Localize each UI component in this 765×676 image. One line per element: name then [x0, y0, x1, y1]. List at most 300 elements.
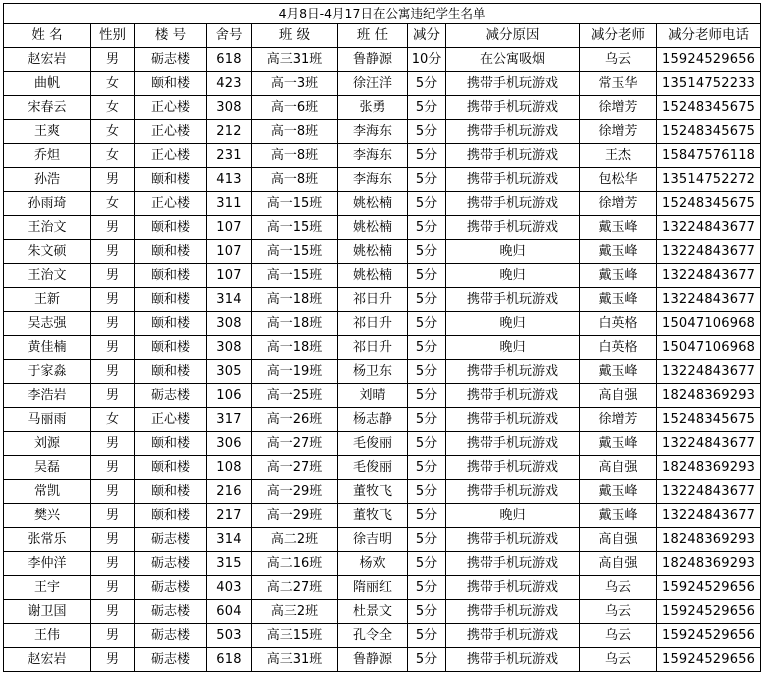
- cell-reason[interactable]: 携带手机玩游戏: [446, 576, 580, 600]
- cell-deducting-teacher[interactable]: 王杰: [580, 144, 657, 168]
- table-row: [4, 144, 761, 168]
- cell-building[interactable]: 砺志楼: [135, 48, 207, 72]
- cell-name[interactable]: 王爽: [4, 120, 91, 144]
- cell-phone[interactable]: 15248345675: [657, 192, 761, 216]
- cell-deduction[interactable]: 5分: [408, 600, 446, 624]
- cell-reason[interactable]: 携带手机玩游戏: [446, 360, 580, 384]
- cell-head-teacher[interactable]: 姚松楠: [338, 192, 408, 216]
- cell-room[interactable]: 107: [207, 264, 252, 288]
- cell-reason[interactable]: 晚归: [446, 264, 580, 288]
- table-row: [4, 648, 761, 672]
- cell-phone[interactable]: 13224843677: [657, 504, 761, 528]
- cell-name[interactable]: 曲帆: [4, 72, 91, 96]
- cell-head-teacher[interactable]: 徐汪洋: [338, 72, 408, 96]
- cell-room[interactable]: 423: [207, 72, 252, 96]
- cell-building[interactable]: 正心楼: [135, 96, 207, 120]
- cell-deduction[interactable]: 5分: [408, 480, 446, 504]
- cell-building[interactable]: 颐和楼: [135, 240, 207, 264]
- cell-name[interactable]: 孙雨琦: [4, 192, 91, 216]
- cell-building[interactable]: 砺志楼: [135, 384, 207, 408]
- cell-deducting-teacher[interactable]: 戴玉峰: [580, 240, 657, 264]
- cell-deduction[interactable]: 5分: [408, 408, 446, 432]
- cell-head-teacher[interactable]: 孔令全: [338, 624, 408, 648]
- cell-reason[interactable]: 携带手机玩游戏: [446, 408, 580, 432]
- cell-class[interactable]: 高一29班: [252, 480, 338, 504]
- cell-room[interactable]: 315: [207, 552, 252, 576]
- cell-room[interactable]: 212: [207, 120, 252, 144]
- header-room[interactable]: 舍号: [207, 24, 252, 48]
- cell-deduction[interactable]: 5分: [408, 216, 446, 240]
- cell-building[interactable]: 颐和楼: [135, 288, 207, 312]
- cell-phone[interactable]: 18248369293: [657, 528, 761, 552]
- cell-phone[interactable]: 13224843677: [657, 360, 761, 384]
- cell-reason[interactable]: 在公寓吸烟: [446, 48, 580, 72]
- cell-deduction[interactable]: 5分: [408, 96, 446, 120]
- cell-reason[interactable]: 携带手机玩游戏: [446, 72, 580, 96]
- cell-class[interactable]: 高二16班: [252, 552, 338, 576]
- cell-deducting-teacher[interactable]: 戴玉峰: [580, 480, 657, 504]
- cell-gender[interactable]: 男: [91, 432, 135, 456]
- cell-class[interactable]: 高一18班: [252, 336, 338, 360]
- cell-name[interactable]: 赵宏岩: [4, 648, 91, 672]
- header-row: [4, 24, 761, 48]
- cell-phone[interactable]: 13224843677: [657, 480, 761, 504]
- cell-building[interactable]: 颐和楼: [135, 264, 207, 288]
- cell-deducting-teacher[interactable]: 徐增芳: [580, 120, 657, 144]
- cell-room[interactable]: 107: [207, 216, 252, 240]
- table-row: [4, 408, 761, 432]
- cell-class[interactable]: 高一8班: [252, 144, 338, 168]
- cell-class[interactable]: 高一15班: [252, 240, 338, 264]
- cell-class[interactable]: 高一6班: [252, 96, 338, 120]
- cell-reason[interactable]: 携带手机玩游戏: [446, 480, 580, 504]
- cell-deducting-teacher[interactable]: 高自强: [580, 456, 657, 480]
- cell-deducting-teacher[interactable]: 包松华: [580, 168, 657, 192]
- header-deduction[interactable]: 减分: [408, 24, 446, 48]
- cell-gender[interactable]: 男: [91, 216, 135, 240]
- cell-gender[interactable]: 男: [91, 624, 135, 648]
- table-row: [4, 600, 761, 624]
- cell-reason[interactable]: 携带手机玩游戏: [446, 552, 580, 576]
- table-row: [4, 384, 761, 408]
- cell-deduction[interactable]: 5分: [408, 264, 446, 288]
- cell-building[interactable]: 颐和楼: [135, 168, 207, 192]
- cell-building[interactable]: 颐和楼: [135, 72, 207, 96]
- cell-building[interactable]: 颐和楼: [135, 336, 207, 360]
- cell-gender[interactable]: 男: [91, 48, 135, 72]
- cell-building[interactable]: 正心楼: [135, 408, 207, 432]
- cell-name[interactable]: 于家淼: [4, 360, 91, 384]
- cell-gender[interactable]: 男: [91, 336, 135, 360]
- cell-reason[interactable]: 携带手机玩游戏: [446, 192, 580, 216]
- cell-head-teacher[interactable]: 杨卫东: [338, 360, 408, 384]
- cell-building[interactable]: 正心楼: [135, 192, 207, 216]
- table-row: [4, 528, 761, 552]
- cell-name[interactable]: 张常乐: [4, 528, 91, 552]
- cell-gender[interactable]: 男: [91, 312, 135, 336]
- table-row: [4, 168, 761, 192]
- table-row: [4, 264, 761, 288]
- cell-deduction[interactable]: 5分: [408, 72, 446, 96]
- cell-deducting-teacher[interactable]: 乌云: [580, 624, 657, 648]
- table-title[interactable]: 4月8日-4月17日在公寓违纪学生名单: [4, 4, 761, 24]
- table-row: [4, 120, 761, 144]
- cell-deduction[interactable]: 5分: [408, 240, 446, 264]
- cell-head-teacher[interactable]: 董牧飞: [338, 480, 408, 504]
- cell-phone[interactable]: 18248369293: [657, 384, 761, 408]
- cell-deducting-teacher[interactable]: 徐增芳: [580, 408, 657, 432]
- cell-building[interactable]: 颐和楼: [135, 480, 207, 504]
- header-class[interactable]: 班 级: [252, 24, 338, 48]
- cell-head-teacher[interactable]: 杨欢: [338, 552, 408, 576]
- cell-deducting-teacher[interactable]: 白英格: [580, 312, 657, 336]
- cell-head-teacher[interactable]: 李海东: [338, 144, 408, 168]
- cell-deduction[interactable]: 5分: [408, 168, 446, 192]
- cell-name[interactable]: 王治文: [4, 216, 91, 240]
- cell-reason[interactable]: 携带手机玩游戏: [446, 600, 580, 624]
- cell-gender[interactable]: 男: [91, 528, 135, 552]
- cell-deducting-teacher[interactable]: 常玉华: [580, 72, 657, 96]
- cell-class[interactable]: 高一27班: [252, 432, 338, 456]
- cell-deducting-teacher[interactable]: 戴玉峰: [580, 504, 657, 528]
- cell-head-teacher[interactable]: 杜景文: [338, 600, 408, 624]
- cell-gender[interactable]: 女: [91, 144, 135, 168]
- table-row: [4, 216, 761, 240]
- cell-phone[interactable]: 15047106968: [657, 336, 761, 360]
- cell-name[interactable]: 王伟: [4, 624, 91, 648]
- cell-room[interactable]: 311: [207, 192, 252, 216]
- cell-gender[interactable]: 男: [91, 648, 135, 672]
- header-building[interactable]: 楼 号: [135, 24, 207, 48]
- cell-reason[interactable]: 携带手机玩游戏: [446, 216, 580, 240]
- cell-building[interactable]: 砺志楼: [135, 528, 207, 552]
- cell-reason[interactable]: 携带手机玩游戏: [446, 624, 580, 648]
- cell-room[interactable]: 314: [207, 528, 252, 552]
- cell-deducting-teacher[interactable]: 戴玉峰: [580, 288, 657, 312]
- cell-name[interactable]: 李仲洋: [4, 552, 91, 576]
- cell-reason[interactable]: 携带手机玩游戏: [446, 144, 580, 168]
- cell-name[interactable]: 樊兴: [4, 504, 91, 528]
- cell-class[interactable]: 高一8班: [252, 120, 338, 144]
- cell-deduction[interactable]: 10分: [408, 48, 446, 72]
- cell-deducting-teacher[interactable]: 高自强: [580, 528, 657, 552]
- cell-head-teacher[interactable]: 姚松楠: [338, 240, 408, 264]
- cell-gender[interactable]: 女: [91, 96, 135, 120]
- cell-building[interactable]: 正心楼: [135, 120, 207, 144]
- cell-building[interactable]: 砺志楼: [135, 576, 207, 600]
- cell-phone[interactable]: 18248369293: [657, 552, 761, 576]
- cell-deducting-teacher[interactable]: 乌云: [580, 576, 657, 600]
- cell-name[interactable]: 乔炟: [4, 144, 91, 168]
- cell-class[interactable]: 高一26班: [252, 408, 338, 432]
- cell-phone[interactable]: 15248345675: [657, 96, 761, 120]
- cell-room[interactable]: 231: [207, 144, 252, 168]
- cell-building[interactable]: 砺志楼: [135, 624, 207, 648]
- cell-name[interactable]: 宋春云: [4, 96, 91, 120]
- cell-building[interactable]: 颐和楼: [135, 456, 207, 480]
- cell-gender[interactable]: 男: [91, 576, 135, 600]
- cell-class[interactable]: 高一15班: [252, 216, 338, 240]
- cell-head-teacher[interactable]: 姚松楠: [338, 216, 408, 240]
- cell-class[interactable]: 高一29班: [252, 504, 338, 528]
- cell-reason[interactable]: 携带手机玩游戏: [446, 648, 580, 672]
- title-row: [4, 4, 761, 24]
- cell-reason[interactable]: 晚归: [446, 312, 580, 336]
- cell-room[interactable]: 306: [207, 432, 252, 456]
- cell-deduction[interactable]: 5分: [408, 144, 446, 168]
- cell-gender[interactable]: 女: [91, 192, 135, 216]
- header-reason[interactable]: 减分原因: [446, 24, 580, 48]
- cell-deduction[interactable]: 5分: [408, 312, 446, 336]
- cell-reason[interactable]: 晚归: [446, 336, 580, 360]
- cell-building[interactable]: 砺志楼: [135, 648, 207, 672]
- table-row: [4, 72, 761, 96]
- cell-phone[interactable]: 13514752272: [657, 168, 761, 192]
- cell-room[interactable]: 618: [207, 48, 252, 72]
- cell-head-teacher[interactable]: 董牧飞: [338, 504, 408, 528]
- cell-phone[interactable]: 15047106968: [657, 312, 761, 336]
- cell-phone[interactable]: 13224843677: [657, 264, 761, 288]
- cell-class[interactable]: 高三2班: [252, 600, 338, 624]
- cell-gender[interactable]: 男: [91, 288, 135, 312]
- cell-name[interactable]: 马丽雨: [4, 408, 91, 432]
- cell-building[interactable]: 砺志楼: [135, 600, 207, 624]
- cell-room[interactable]: 217: [207, 504, 252, 528]
- table-row: [4, 336, 761, 360]
- cell-building[interactable]: 颐和楼: [135, 312, 207, 336]
- table-row: [4, 192, 761, 216]
- cell-room[interactable]: 413: [207, 168, 252, 192]
- cell-class[interactable]: 高二2班: [252, 528, 338, 552]
- cell-deducting-teacher[interactable]: 乌云: [580, 600, 657, 624]
- cell-deducting-teacher[interactable]: 乌云: [580, 648, 657, 672]
- cell-name[interactable]: 王治文: [4, 264, 91, 288]
- cell-room[interactable]: 314: [207, 288, 252, 312]
- cell-gender[interactable]: 男: [91, 480, 135, 504]
- cell-name[interactable]: 刘源: [4, 432, 91, 456]
- cell-name[interactable]: 朱文硕: [4, 240, 91, 264]
- cell-phone[interactable]: 18248369293: [657, 456, 761, 480]
- table-row: [4, 576, 761, 600]
- cell-class[interactable]: 高一3班: [252, 72, 338, 96]
- cell-gender[interactable]: 女: [91, 72, 135, 96]
- table-row: [4, 480, 761, 504]
- cell-building[interactable]: 颐和楼: [135, 216, 207, 240]
- cell-head-teacher[interactable]: 祁日升: [338, 288, 408, 312]
- cell-room[interactable]: 308: [207, 312, 252, 336]
- cell-head-teacher[interactable]: 毛俊丽: [338, 432, 408, 456]
- cell-head-teacher[interactable]: 毛俊丽: [338, 456, 408, 480]
- cell-head-teacher[interactable]: 徐吉明: [338, 528, 408, 552]
- cell-room[interactable]: 604: [207, 600, 252, 624]
- cell-head-teacher[interactable]: 李海东: [338, 168, 408, 192]
- cell-gender[interactable]: 男: [91, 264, 135, 288]
- table-row: [4, 504, 761, 528]
- cell-gender[interactable]: 男: [91, 384, 135, 408]
- cell-room[interactable]: 503: [207, 624, 252, 648]
- cell-name[interactable]: 黄佳楠: [4, 336, 91, 360]
- cell-reason[interactable]: 晚归: [446, 504, 580, 528]
- cell-room[interactable]: 108: [207, 456, 252, 480]
- cell-phone[interactable]: 15924529656: [657, 600, 761, 624]
- cell-phone[interactable]: 13514752233: [657, 72, 761, 96]
- table-row: [4, 96, 761, 120]
- cell-reason[interactable]: 晚归: [446, 240, 580, 264]
- cell-phone[interactable]: 15248345675: [657, 120, 761, 144]
- table-row: [4, 288, 761, 312]
- cell-gender[interactable]: 男: [91, 600, 135, 624]
- cell-name[interactable]: 李浩岩: [4, 384, 91, 408]
- cell-name[interactable]: 王新: [4, 288, 91, 312]
- cell-reason[interactable]: 携带手机玩游戏: [446, 96, 580, 120]
- cell-name[interactable]: 王宇: [4, 576, 91, 600]
- cell-head-teacher[interactable]: 李海东: [338, 120, 408, 144]
- cell-room[interactable]: 308: [207, 96, 252, 120]
- cell-gender[interactable]: 女: [91, 120, 135, 144]
- cell-head-teacher[interactable]: 刘晴: [338, 384, 408, 408]
- cell-room[interactable]: 305: [207, 360, 252, 384]
- cell-room[interactable]: 216: [207, 480, 252, 504]
- cell-deduction[interactable]: 5分: [408, 360, 446, 384]
- cell-deduction[interactable]: 5分: [408, 120, 446, 144]
- table-row: [4, 312, 761, 336]
- cell-class[interactable]: 高一18班: [252, 288, 338, 312]
- cell-class[interactable]: 高一19班: [252, 360, 338, 384]
- cell-class[interactable]: 高三31班: [252, 648, 338, 672]
- cell-name[interactable]: 吴志强: [4, 312, 91, 336]
- cell-deduction[interactable]: 5分: [408, 336, 446, 360]
- cell-room[interactable]: 308: [207, 336, 252, 360]
- cell-gender[interactable]: 男: [91, 168, 135, 192]
- cell-reason[interactable]: 携带手机玩游戏: [446, 288, 580, 312]
- cell-class[interactable]: 高一15班: [252, 264, 338, 288]
- cell-class[interactable]: 高三15班: [252, 624, 338, 648]
- cell-phone[interactable]: 13224843677: [657, 432, 761, 456]
- cell-deduction[interactable]: 5分: [408, 528, 446, 552]
- cell-deduction[interactable]: 5分: [408, 552, 446, 576]
- cell-class[interactable]: 高一8班: [252, 168, 338, 192]
- cell-gender[interactable]: 男: [91, 360, 135, 384]
- cell-deduction[interactable]: 5分: [408, 288, 446, 312]
- header-gender[interactable]: 性别: [91, 24, 135, 48]
- cell-class[interactable]: 高二27班: [252, 576, 338, 600]
- cell-deducting-teacher[interactable]: 徐增芳: [580, 192, 657, 216]
- table-row: [4, 624, 761, 648]
- cell-building[interactable]: 颐和楼: [135, 504, 207, 528]
- header-head-teacher[interactable]: 班 任: [338, 24, 408, 48]
- cell-phone[interactable]: 15924529656: [657, 624, 761, 648]
- cell-phone[interactable]: 15924529656: [657, 648, 761, 672]
- cell-room[interactable]: 107: [207, 240, 252, 264]
- cell-reason[interactable]: 携带手机玩游戏: [446, 168, 580, 192]
- cell-deducting-teacher[interactable]: 戴玉峰: [580, 360, 657, 384]
- table-row: [4, 432, 761, 456]
- cell-gender[interactable]: 男: [91, 504, 135, 528]
- cell-deducting-teacher[interactable]: 高自强: [580, 552, 657, 576]
- cell-head-teacher[interactable]: 张勇: [338, 96, 408, 120]
- cell-building[interactable]: 颐和楼: [135, 360, 207, 384]
- cell-deduction[interactable]: 5分: [408, 432, 446, 456]
- cell-building[interactable]: 砺志楼: [135, 552, 207, 576]
- cell-head-teacher[interactable]: 鲁静源: [338, 48, 408, 72]
- cell-deducting-teacher[interactable]: 徐增芳: [580, 96, 657, 120]
- cell-deducting-teacher[interactable]: 戴玉峰: [580, 216, 657, 240]
- cell-room[interactable]: 106: [207, 384, 252, 408]
- violation-table: [3, 3, 761, 672]
- cell-deduction[interactable]: 5分: [408, 456, 446, 480]
- cell-deduction[interactable]: 5分: [408, 624, 446, 648]
- header-name[interactable]: 姓 名: [4, 24, 91, 48]
- cell-phone[interactable]: 15924529656: [657, 48, 761, 72]
- cell-name[interactable]: 孙浩: [4, 168, 91, 192]
- cell-room[interactable]: 403: [207, 576, 252, 600]
- cell-reason[interactable]: 携带手机玩游戏: [446, 120, 580, 144]
- cell-head-teacher[interactable]: 姚松楠: [338, 264, 408, 288]
- cell-deducting-teacher[interactable]: 高自强: [580, 384, 657, 408]
- header-teacher-phone[interactable]: 减分老师电话: [657, 24, 761, 48]
- cell-name[interactable]: 谢卫国: [4, 600, 91, 624]
- cell-deducting-teacher[interactable]: 乌云: [580, 48, 657, 72]
- cell-reason[interactable]: 携带手机玩游戏: [446, 432, 580, 456]
- cell-room[interactable]: 618: [207, 648, 252, 672]
- cell-class[interactable]: 高一27班: [252, 456, 338, 480]
- table-body: [4, 4, 761, 672]
- table-row: [4, 552, 761, 576]
- cell-head-teacher[interactable]: 祁日升: [338, 312, 408, 336]
- cell-name[interactable]: 常凯: [4, 480, 91, 504]
- cell-phone[interactable]: 13224843677: [657, 216, 761, 240]
- cell-name[interactable]: 吴磊: [4, 456, 91, 480]
- cell-deducting-teacher[interactable]: 戴玉峰: [580, 432, 657, 456]
- cell-phone[interactable]: 15248345675: [657, 408, 761, 432]
- cell-head-teacher[interactable]: 鲁静源: [338, 648, 408, 672]
- cell-deduction[interactable]: 5分: [408, 648, 446, 672]
- cell-reason[interactable]: 携带手机玩游戏: [446, 456, 580, 480]
- cell-deducting-teacher[interactable]: 白英格: [580, 336, 657, 360]
- cell-phone[interactable]: 13224843677: [657, 240, 761, 264]
- cell-gender[interactable]: 女: [91, 408, 135, 432]
- table-row: [4, 360, 761, 384]
- table-row: [4, 240, 761, 264]
- cell-class[interactable]: 高一25班: [252, 384, 338, 408]
- cell-head-teacher[interactable]: 隋丽红: [338, 576, 408, 600]
- cell-deduction[interactable]: 5分: [408, 504, 446, 528]
- cell-gender[interactable]: 男: [91, 240, 135, 264]
- cell-room[interactable]: 317: [207, 408, 252, 432]
- table-row: [4, 456, 761, 480]
- cell-reason[interactable]: 携带手机玩游戏: [446, 528, 580, 552]
- cell-deducting-teacher[interactable]: 戴玉峰: [580, 264, 657, 288]
- cell-reason[interactable]: 携带手机玩游戏: [446, 384, 580, 408]
- cell-class[interactable]: 高三31班: [252, 48, 338, 72]
- cell-deduction[interactable]: 5分: [408, 576, 446, 600]
- cell-name[interactable]: 赵宏岩: [4, 48, 91, 72]
- cell-gender[interactable]: 男: [91, 456, 135, 480]
- cell-deduction[interactable]: 5分: [408, 192, 446, 216]
- cell-head-teacher[interactable]: 杨志静: [338, 408, 408, 432]
- cell-head-teacher[interactable]: 祁日升: [338, 336, 408, 360]
- cell-deduction[interactable]: 5分: [408, 384, 446, 408]
- cell-class[interactable]: 高一15班: [252, 192, 338, 216]
- cell-building[interactable]: 正心楼: [135, 144, 207, 168]
- cell-phone[interactable]: 15924529656: [657, 576, 761, 600]
- cell-phone[interactable]: 15847576118: [657, 144, 761, 168]
- cell-building[interactable]: 颐和楼: [135, 432, 207, 456]
- cell-class[interactable]: 高一18班: [252, 312, 338, 336]
- cell-phone[interactable]: 13224843677: [657, 288, 761, 312]
- header-deducting-teacher[interactable]: 减分老师: [580, 24, 657, 48]
- cell-gender[interactable]: 男: [91, 552, 135, 576]
